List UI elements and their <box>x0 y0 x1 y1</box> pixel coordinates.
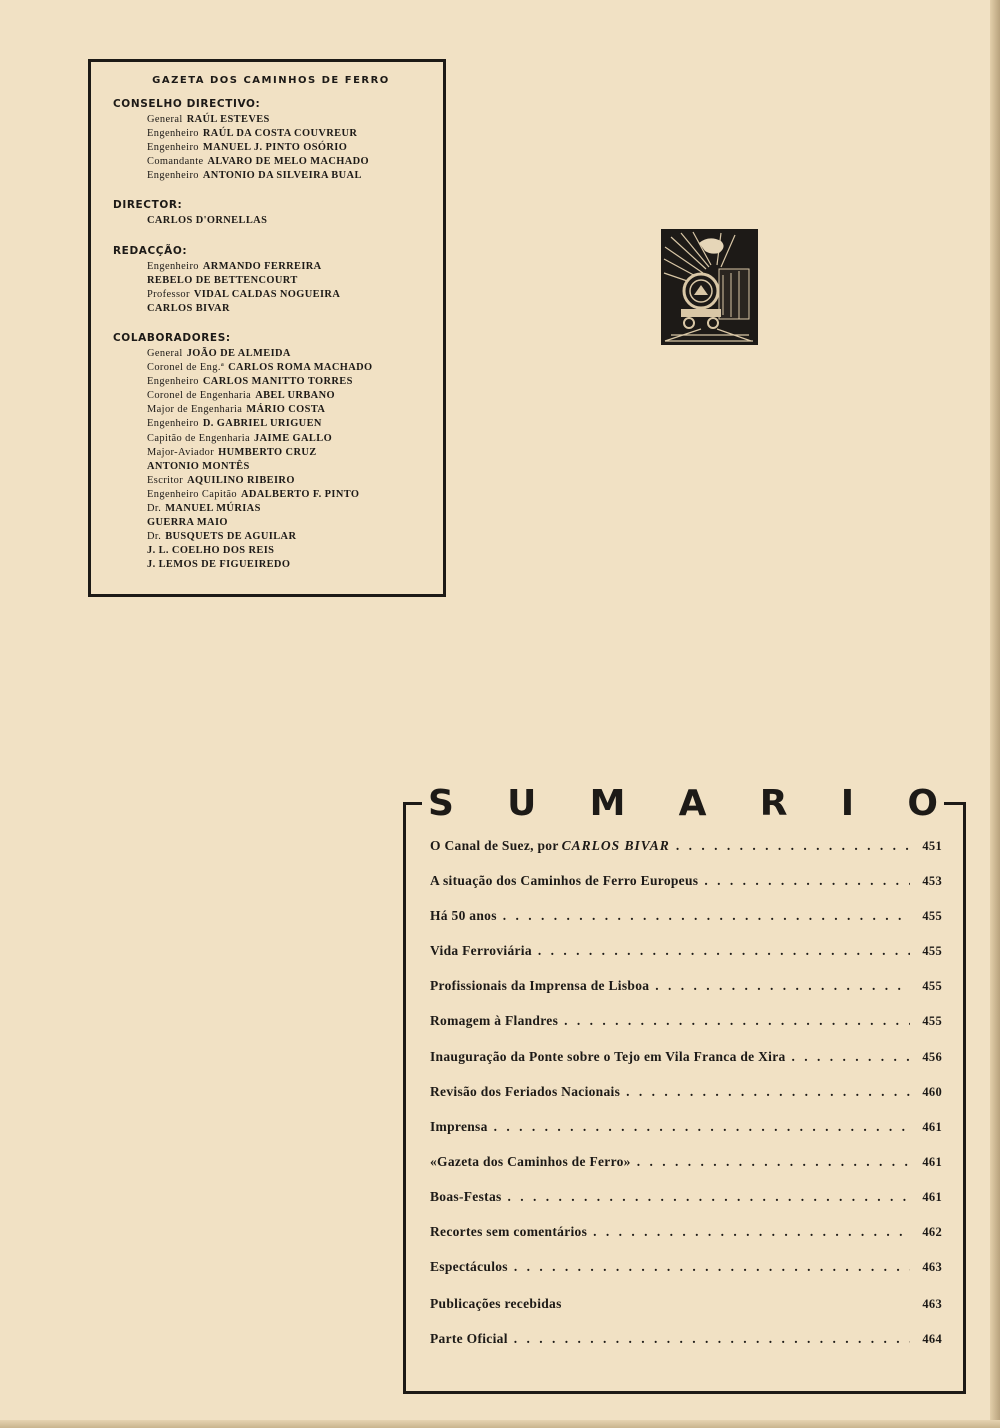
toc-page-number: 463 <box>922 1260 942 1275</box>
toc-page-number: 455 <box>922 909 942 924</box>
toc-page-number: 462 <box>922 1225 942 1240</box>
toc-entry[interactable]: Boas-Festas . . . 461 <box>430 1189 942 1224</box>
sumario-letter: A <box>678 782 707 824</box>
page-edge <box>990 0 1000 1428</box>
staff-entry: Major de Engenharia MÁRIO COSTA <box>147 404 326 416</box>
sumario-rule-right <box>944 802 966 805</box>
staff-entry: Engenheiro RAÚL DA COSTA COUVREUR <box>147 128 358 140</box>
dot-leader <box>494 1119 910 1135</box>
dot-leader <box>676 838 910 854</box>
dot-leader <box>514 1259 910 1275</box>
dot-leader <box>514 1331 910 1347</box>
toc-author: CARLOS BIVAR <box>561 838 670 853</box>
staff-entry: Engenheiro Capitão ADALBERTO F. PINTO <box>147 488 360 500</box>
sumario-letter: R <box>759 782 788 824</box>
staff-entry: J. LEMOS DE FIGUEIREDO <box>147 559 291 571</box>
dot-leader <box>792 1049 910 1065</box>
staff-entry: Professor VIDAL CALDAS NOGUEIRA <box>147 288 341 300</box>
toc-page-number: 460 <box>922 1084 942 1099</box>
staff-entry: Engenheiro MANUEL J. PINTO OSÓRIO <box>147 142 348 154</box>
dot-leader <box>626 1084 910 1100</box>
sumario-letter: S <box>428 782 454 824</box>
staff-entry: Comandante ALVARO DE MELO MACHADO <box>147 156 370 168</box>
sumario-title <box>422 781 944 825</box>
toc-entry[interactable]: Espectáculos . . . 463 <box>430 1259 942 1296</box>
toc-entry[interactable]: Vida Ferroviária . . . 455 <box>430 943 942 978</box>
dot-leader <box>508 1189 910 1205</box>
staff-entry: GUERRA MAIO <box>147 517 228 529</box>
page-edge-bottom <box>0 1420 1000 1428</box>
toc-entry[interactable]: Profissionais da Imprensa de Lisboa . . . 455 <box>430 978 942 1013</box>
staff-section-director <box>113 199 429 228</box>
dot-leader <box>564 1013 910 1029</box>
dot-leader <box>637 1154 910 1170</box>
staff-section-redaccao <box>113 245 429 316</box>
staff-box <box>88 59 446 597</box>
dot-leader <box>593 1224 910 1240</box>
toc-page-number: 456 <box>922 1049 942 1064</box>
toc-entry[interactable]: Há 50 anos . . . 455 <box>430 908 942 943</box>
staff-entry: Major-Aviador HUMBERTO CRUZ <box>147 446 317 458</box>
staff-entry: Escritor AQUILINO RIBEIRO <box>147 474 295 486</box>
sumario-letter: I <box>840 782 855 824</box>
toc-page-number: 455 <box>922 979 942 994</box>
staff-entry: Capitão de Engenharia JAIME GALLO <box>147 432 333 444</box>
toc-entry[interactable]: O Canal de Suez, por CARLOS BIVAR . . . 451 <box>430 838 942 873</box>
toc-entry[interactable]: Inauguração da Ponte sobre o Tejo em Vila Franca de Xira . . . 456 <box>430 1049 942 1084</box>
dot-leader <box>503 908 910 924</box>
staff-entry: Engenheiro ANTONIO DA SILVEIRA BUAL <box>147 170 362 182</box>
sumario-letter: O <box>907 782 938 824</box>
staff-section-conselho <box>113 98 429 183</box>
staff-list <box>113 113 429 183</box>
staff-entry: Dr. MANUEL MÚRIAS <box>147 502 261 514</box>
section-heading: REDACÇÃO: <box>113 244 188 257</box>
toc-entry[interactable]: «Gazeta dos Caminhos de Ferro» . . . 461 <box>430 1154 942 1189</box>
staff-entry: General JOÃO DE ALMEIDA <box>147 347 291 359</box>
sumario-letter: U <box>507 782 537 824</box>
toc-entry[interactable]: Revisão dos Feriados Nacionais . . . 460 <box>430 1084 942 1119</box>
toc-entry[interactable]: Imprensa . . . 461 <box>430 1119 942 1154</box>
locomotive-woodcut-icon <box>661 229 758 345</box>
toc-page-number: 461 <box>922 1154 942 1169</box>
staff-entry: CARLOS BIVAR <box>147 302 230 314</box>
staff-list <box>113 347 429 573</box>
staff-section-colaboradores <box>113 332 429 573</box>
staff-entry: Coronel de Engenharia ABEL URBANO <box>147 390 335 402</box>
toc-page-number: 453 <box>922 874 942 889</box>
toc-page-number: 455 <box>922 1014 942 1029</box>
toc-entry[interactable]: Recortes sem comentários . . . 462 <box>430 1224 942 1259</box>
section-heading: COLABORADORES: <box>113 331 231 344</box>
staff-entry: Dr. BUSQUETS DE AGUILAR <box>147 531 297 543</box>
toc-entry[interactable]: A situação dos Caminhos de Ferro Europeus . . . 453 <box>430 873 942 908</box>
toc-page-number: 463 <box>922 1297 942 1312</box>
staff-entry: Engenheiro CARLOS MANITTO TORRES <box>147 376 353 388</box>
toc-entry[interactable]: Publicações recebidas 463 <box>430 1296 942 1312</box>
staff-entry: Engenheiro D. GABRIEL URIGUEN <box>147 418 322 430</box>
masthead: GAZETA DOS CAMINHOS DE FERRO <box>152 75 390 86</box>
dot-leader <box>704 873 910 889</box>
staff-entry: Engenheiro ARMANDO FERREIRA <box>147 260 322 272</box>
section-heading: CONSELHO DIRECTIVO: <box>113 98 261 110</box>
toc-page-number: 464 <box>922 1332 942 1347</box>
staff-list <box>113 260 429 316</box>
staff-entry: General RAÚL ESTEVES <box>147 114 270 125</box>
sumario-box <box>403 802 966 1394</box>
staff-entry: ANTONIO MONTÊS <box>147 460 250 472</box>
staff-entry: CARLOS D'ORNELLAS <box>147 215 268 227</box>
toc-entry[interactable]: Parte Oficial . . . 464 <box>430 1331 942 1366</box>
sumario-letter: M <box>589 782 626 824</box>
staff-entry: Coronel de Eng.ª CARLOS ROMA MACHADO <box>147 362 373 374</box>
dot-leader <box>538 943 910 959</box>
toc-page-number: 455 <box>922 944 942 959</box>
toc-page-number: 451 <box>922 839 942 853</box>
toc-list <box>430 838 942 1366</box>
toc-page-number: 461 <box>922 1119 942 1134</box>
toc-page-number: 461 <box>922 1189 942 1204</box>
dot-leader <box>655 978 910 994</box>
toc-entry[interactable]: Romagem à Flandres . . . 455 <box>430 1013 942 1048</box>
staff-list <box>113 214 429 228</box>
section-heading: DIRECTOR: <box>113 199 183 212</box>
staff-entry: REBELO DE BETTENCOURT <box>147 274 298 286</box>
staff-entry: J. L. COELHO DOS REIS <box>147 545 275 557</box>
